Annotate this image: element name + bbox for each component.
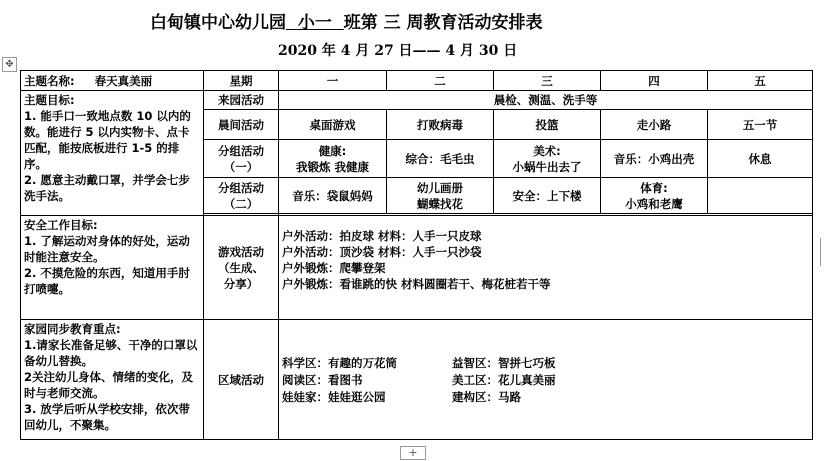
arrival-content[interactable]: 晨检、测温、洗手等 — [279, 91, 813, 110]
group1-cell[interactable]: 健康: 我锻炼 我健康 — [279, 140, 387, 178]
home-title: 家园同步教育重点: — [24, 322, 121, 336]
plus-icon[interactable]: + — [400, 446, 426, 460]
day-1[interactable]: 一 — [279, 71, 387, 91]
day-2[interactable]: 二 — [387, 71, 494, 91]
group2-cell[interactable]: 安全：上下楼 — [494, 178, 601, 214]
title-suffix: 周教育活动安排表 — [406, 13, 543, 33]
arrival-row — [21, 91, 813, 110]
games-line: 户外锻炼：看谁跳的快 材料圆圈若干、梅花桩若干等 — [282, 277, 551, 291]
goals-title: 主题目标: — [24, 93, 75, 107]
title-class-name[interactable]: 小一 — [297, 13, 332, 33]
safety-title: 安全工作目标: — [24, 218, 98, 232]
morning-cell[interactable]: 打败病毒 — [387, 110, 494, 140]
games-label: 游戏活动 （生成、 分享） — [204, 216, 279, 320]
games-line: 户外锻炼：爬攀登架 — [282, 261, 386, 275]
safety-item: 1. 了解运动对身体的好处，运动时能注意安全。 — [24, 234, 190, 264]
group1-cell[interactable]: 休息 — [708, 140, 813, 178]
group1-cell[interactable]: 美术: 小蜗牛出去了 — [494, 140, 601, 178]
zone-item: 阅读区：看图书 — [282, 372, 363, 387]
group1-label: 分组活动 （一） — [204, 140, 279, 178]
zone-item: 科学区：有趣的万花筒 — [282, 355, 397, 370]
safety-goals-cell[interactable] — [21, 216, 204, 320]
home-item: 1.请家长准备足够、干净的口罩以备幼儿替换。 — [24, 338, 198, 368]
move-handle-icon[interactable]: ✥ — [2, 57, 17, 72]
group1-cell[interactable]: 音乐：小鸡出壳 — [601, 140, 708, 178]
theme-label: 主题名称: — [24, 73, 75, 88]
morning-label: 晨间活动 — [204, 110, 279, 140]
schedule-table — [20, 70, 813, 440]
games-line: 户外活动：顶沙袋 材料：人手一只沙袋 — [282, 245, 482, 259]
group2-cell[interactable] — [708, 178, 813, 214]
title-mid: 班第 — [343, 13, 378, 33]
title-week-number[interactable]: 三 — [383, 13, 401, 33]
day-4[interactable]: 四 — [601, 71, 708, 91]
day-3[interactable]: 三 — [494, 71, 601, 91]
document-title — [150, 8, 710, 33]
group2-label: 分组活动 （二） — [204, 178, 279, 214]
zone-item: 美工区：花儿真美丽 — [452, 372, 556, 387]
morning-cell[interactable]: 五一节 — [708, 110, 813, 140]
day-5[interactable]: 五 — [708, 71, 813, 91]
date-range[interactable]: 2020 年 4 月 27 日—— 4 月 30 日 — [278, 43, 518, 59]
goals-item: 1. 能手口一致地点数 10 以内的数。能进行 5 以内实物卡、点卡匹配，能按底板进行 1-5 的排序。 — [24, 109, 191, 171]
theme-goals-cell[interactable] — [21, 91, 204, 216]
zone-item: 娃娃家：娃娃逛公园 — [282, 389, 386, 404]
safety-item: 2. 不摸危险的东西，知道用手肘打喷嚏。 — [24, 266, 190, 296]
zone-item: 建构区：马路 — [452, 389, 521, 404]
morning-cell[interactable]: 走小路 — [601, 110, 708, 140]
home-item: 2关注幼儿身体、情绪的变化，及时与老师交流。 — [24, 370, 193, 400]
group2-cell[interactable]: 体育: 小鸡和老鹰 — [601, 178, 708, 214]
title-school: 白甸镇中心幼儿园 — [150, 13, 286, 33]
zones-row — [21, 320, 813, 440]
games-line: 户外活动：拍皮球 材料：人手一只皮球 — [282, 229, 482, 243]
morning-cell[interactable]: 投篮 — [494, 110, 601, 140]
zone-item: 益智区：智拼七巧板 — [452, 355, 556, 370]
goals-item: 2. 愿意主动戴口罩，并学会七步洗手法。 — [24, 173, 190, 203]
games-row — [21, 216, 813, 320]
arrival-label: 来园活动 — [204, 91, 279, 110]
ruler-marker — [820, 238, 824, 266]
header-row — [21, 71, 813, 91]
group2-cell[interactable]: 幼儿画册 蝴蝶找花 — [387, 178, 494, 214]
theme-name: 春天真美丽 — [94, 73, 153, 88]
group2-cell[interactable]: 音乐：袋鼠妈妈 — [279, 178, 387, 214]
group1-cell[interactable]: 综合：毛毛虫 — [387, 140, 494, 178]
morning-cell[interactable]: 桌面游戏 — [279, 110, 387, 140]
home-item: 3. 放学后听从学校安排，依次带回幼儿，不聚集。 — [24, 402, 190, 432]
games-content[interactable] — [279, 216, 813, 320]
theme-name-cell[interactable] — [21, 71, 204, 91]
home-focus-cell[interactable] — [21, 320, 204, 440]
zones-content[interactable] — [279, 320, 813, 440]
zones-label: 区域活动 — [204, 320, 279, 440]
weekday-label: 星期 — [204, 71, 279, 91]
